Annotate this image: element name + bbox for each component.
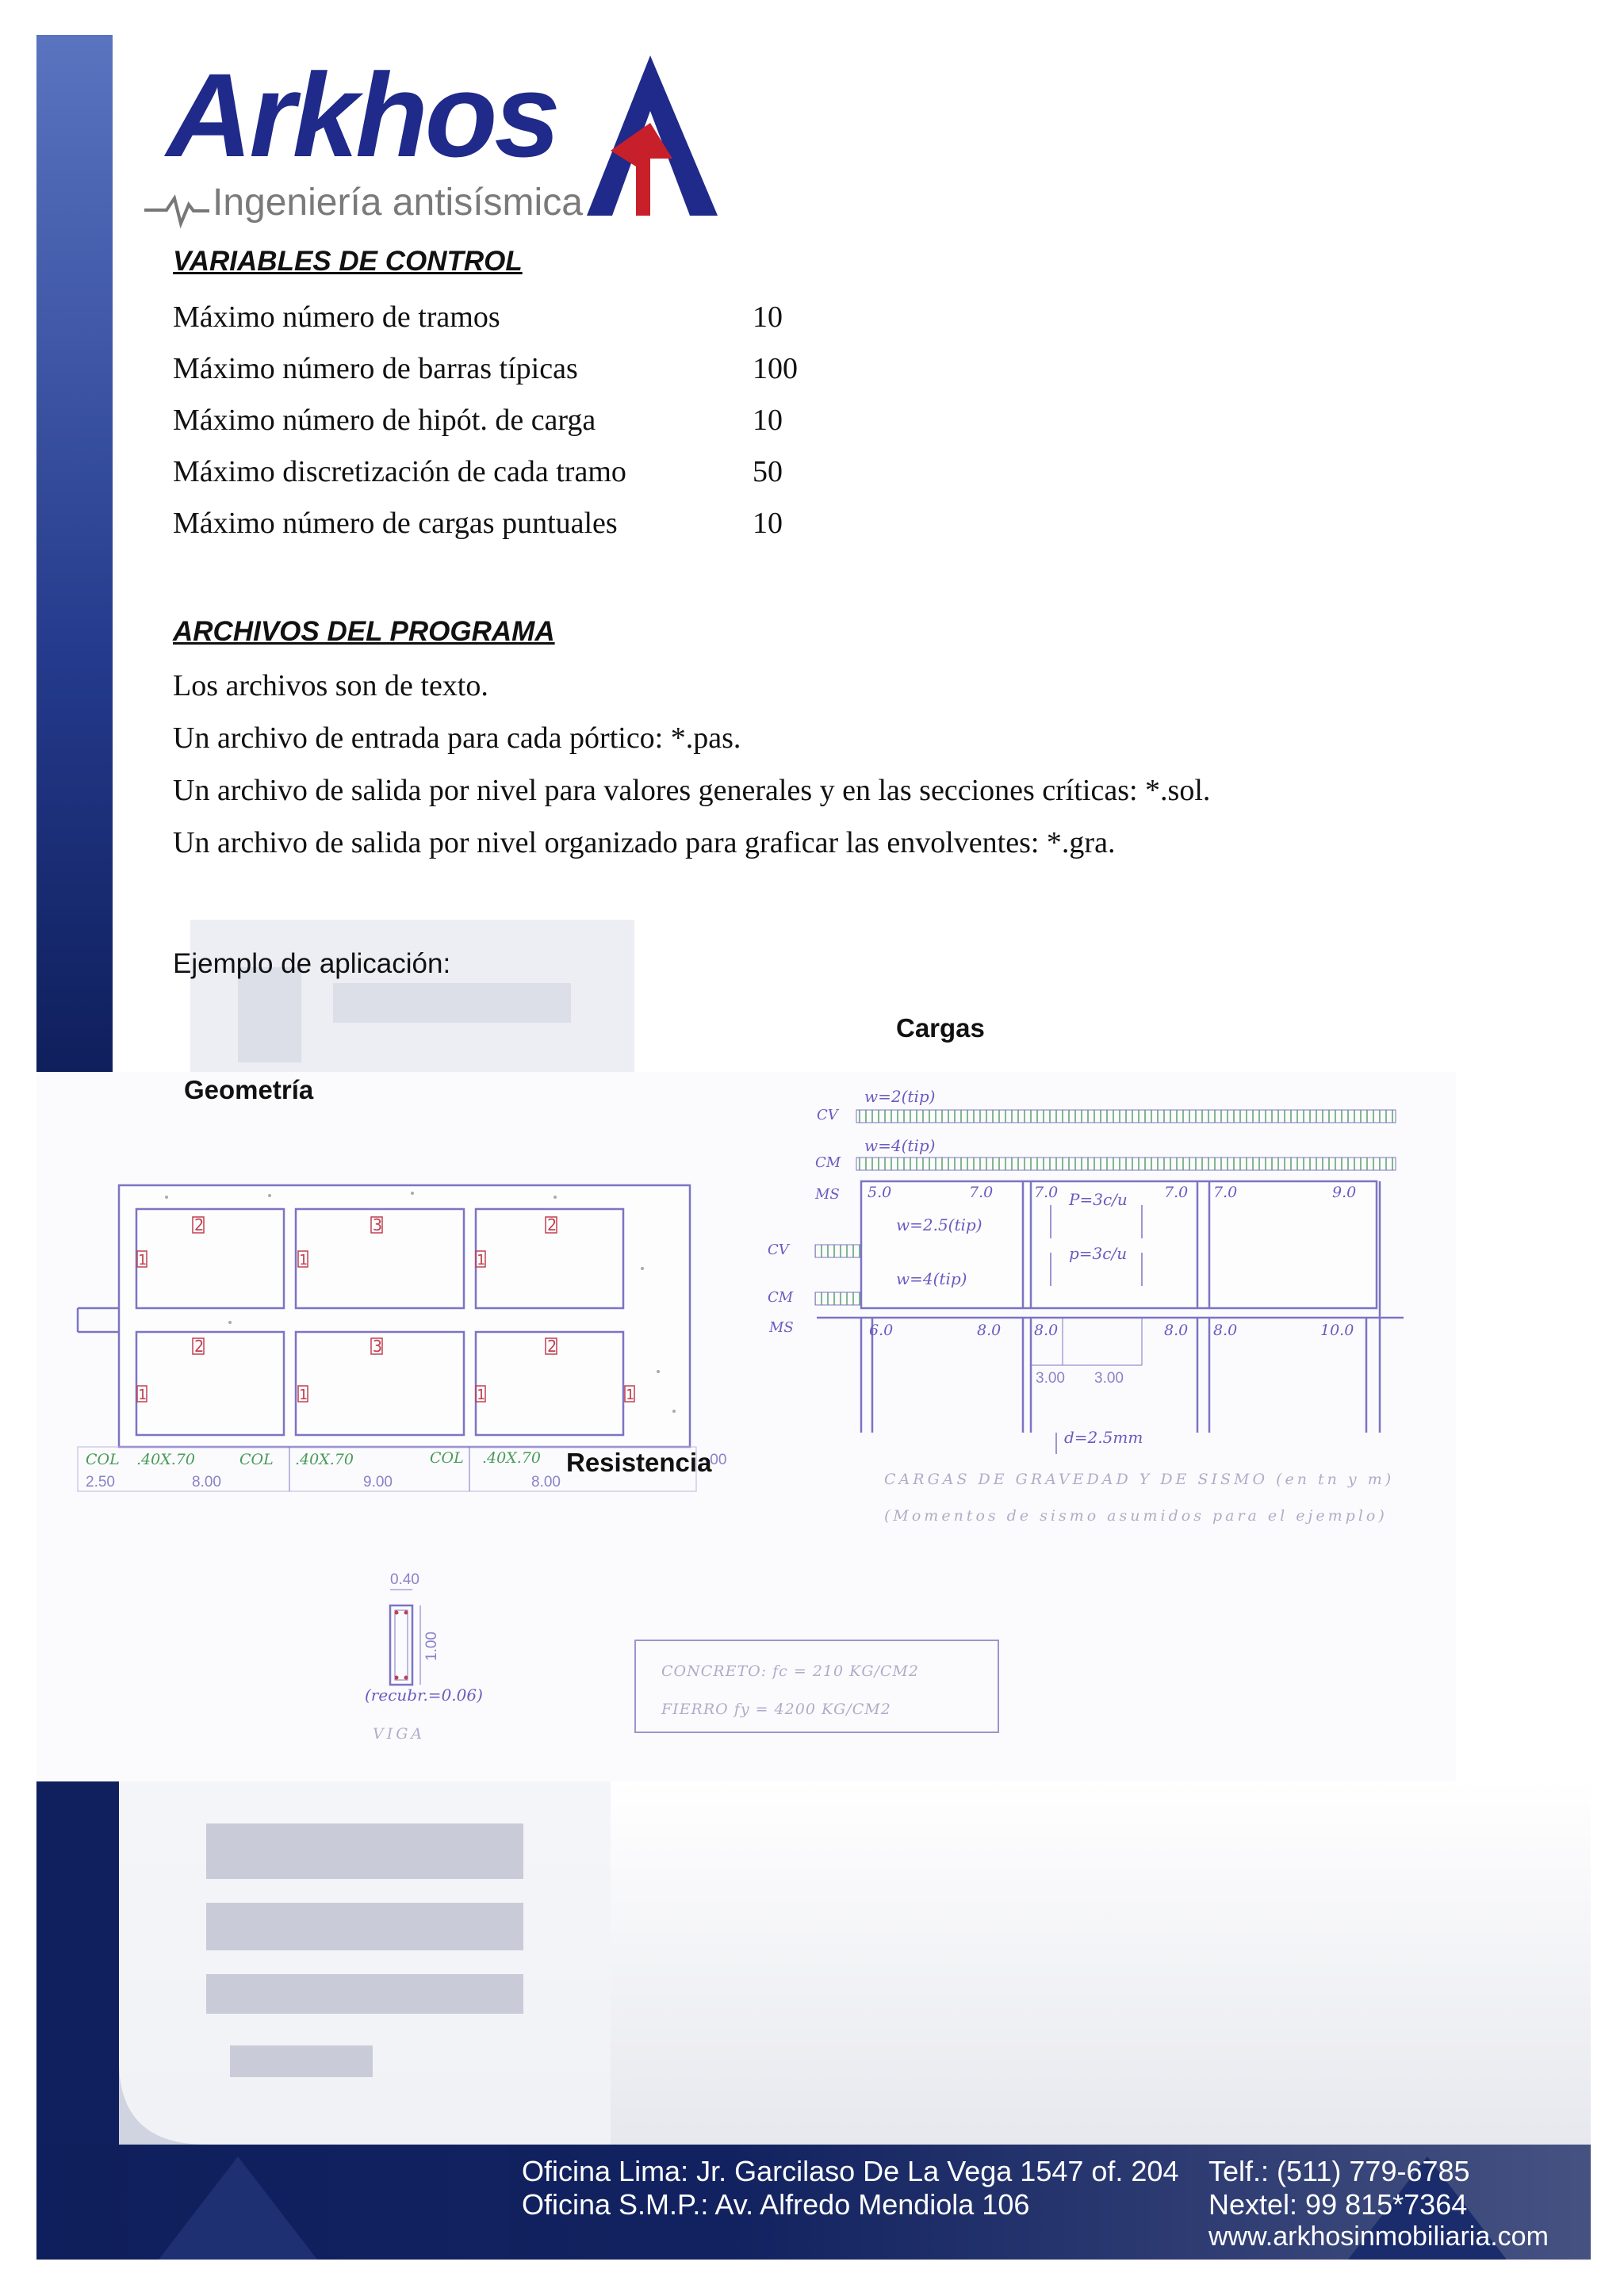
- cv-top-label: CV: [817, 1107, 838, 1123]
- beam-type-label: 3: [373, 1215, 383, 1234]
- ms-top-value: 7.0: [1164, 1184, 1189, 1201]
- concrete-spec: CONCRETO: fc = 210 KG/CM2: [661, 1663, 919, 1680]
- ms-low-value: 8.0: [1213, 1322, 1238, 1339]
- row-value: 50: [753, 455, 783, 488]
- ms-top-value: 7.0: [969, 1184, 994, 1201]
- spacing-label: 3.00: [1036, 1370, 1065, 1387]
- program-files-heading: ARCHIVOS DEL PROGRAMA: [173, 616, 555, 647]
- example-label: Ejemplo de aplicación:: [173, 948, 451, 979]
- cargas-caption: Cargas: [896, 1013, 985, 1043]
- col-type-label: 1: [299, 1387, 308, 1403]
- cm-low-label: CM: [768, 1289, 794, 1306]
- spacing-label: 3.00: [1094, 1370, 1124, 1387]
- table-row: [173, 454, 783, 506]
- col-type-label: 1: [626, 1387, 634, 1403]
- footer-office-lima: Oficina Lima: Jr. Garcilaso De La Vega 1547 of. 204: [522, 2155, 1179, 2187]
- dimension-label: 2.50: [86, 1474, 115, 1490]
- col-label: COL: [86, 1451, 120, 1468]
- col-label: .40X.70: [295, 1451, 354, 1468]
- logo: [143, 48, 730, 230]
- table-row: [173, 403, 783, 454]
- footer-office-smp: Oficina S.M.P.: Av. Alfredo Mendiola 106: [522, 2188, 1030, 2221]
- section-height: 1.00: [423, 1632, 440, 1661]
- w-cv-top: w=2(tip): [864, 1087, 936, 1106]
- materials-text: [634, 1640, 999, 1732]
- program-files-line: Un archivo de entrada para cada pórtico: *.pas.: [173, 721, 741, 755]
- ms-top-value: 7.0: [1213, 1184, 1238, 1201]
- dimension-label: 8.00: [531, 1474, 561, 1490]
- table-row: [173, 351, 798, 403]
- row-label: Máximo número de hipót. de carga: [173, 404, 596, 437]
- beam-type-label: 2: [194, 1215, 205, 1234]
- col-label: .40X.70: [136, 1451, 195, 1468]
- col-type-label: 1: [138, 1387, 147, 1403]
- beam-type-label: 3: [373, 1337, 383, 1356]
- settlement-label: d=2.5mm: [1064, 1428, 1143, 1447]
- beam-type-label: 2: [194, 1337, 205, 1356]
- row-value: 100: [753, 352, 798, 385]
- control-variables-heading: VARIABLES DE CONTROL: [173, 246, 523, 277]
- w-cv-low: w=2.5(tip): [896, 1215, 982, 1234]
- ms-low-value: 10.0: [1320, 1322, 1354, 1339]
- beam-section-diagram: [349, 1534, 539, 1740]
- col-type-label: 1: [299, 1252, 308, 1269]
- beam-type-label: 2: [547, 1337, 557, 1356]
- p-low: p=3c/u: [1069, 1244, 1128, 1263]
- section-name: VIGA: [373, 1725, 426, 1740]
- row-value: 10: [753, 300, 783, 334]
- row-label: Máximo número de cargas puntuales: [173, 507, 618, 540]
- ms-low-value: 8.0: [1034, 1322, 1059, 1339]
- cm-top-label: CM: [815, 1154, 841, 1171]
- geometria-caption: Geometría: [184, 1075, 314, 1104]
- ms-top-label: MS: [815, 1186, 840, 1203]
- ms-low-label: MS: [769, 1319, 794, 1336]
- loads-caption-1: CARGAS DE GRAVEDAD Y DE SISMO (en tn y m): [884, 1471, 1395, 1488]
- cv-low-label: CV: [768, 1242, 789, 1258]
- loads-diagram: [761, 1080, 1451, 1548]
- table-row: [173, 300, 783, 351]
- ms-top-value: 7.0: [1034, 1184, 1059, 1201]
- steel-spec: FIERRO fy = 4200 KG/CM2: [661, 1701, 891, 1718]
- section-width: 0.40: [390, 1571, 419, 1588]
- logo-brand-text: Arkhos: [167, 48, 557, 182]
- ms-low-value: 6.0: [869, 1322, 894, 1339]
- loads-caption-2: (Momentos de sismo asumidos para el ejemplo): [884, 1507, 1388, 1525]
- footer-nextel: Nextel: 99 815*7364: [1208, 2188, 1468, 2221]
- ms-low-value: 8.0: [1164, 1322, 1189, 1339]
- footer-phone: Telf.: (511) 779-6785: [1208, 2155, 1470, 2187]
- logo-tagline: Ingeniería antisísmica: [213, 182, 583, 224]
- ms-low-value: 8.0: [977, 1322, 1002, 1339]
- col-type-label: 1: [138, 1252, 147, 1269]
- ms-top-value: 5.0: [868, 1184, 892, 1201]
- column-section-labels: [86, 1449, 541, 1468]
- dimension-label: 8.00: [192, 1474, 221, 1490]
- dimension-label: 9.00: [363, 1474, 393, 1490]
- table-row: [173, 506, 783, 557]
- row-value: 10: [753, 507, 783, 540]
- program-files-line: Un archivo de salida por nivel organizado para graficar las envolventes: *.gra.: [173, 826, 1116, 859]
- row-label: Máximo número de barras típicas: [173, 352, 578, 385]
- section-cover: (recubr.=0.06): [365, 1686, 483, 1705]
- control-variables-table: [173, 300, 798, 557]
- p-top: P=3c/u: [1069, 1190, 1128, 1209]
- row-label: Máximo discretización de cada tramo: [173, 455, 626, 488]
- footer-web[interactable]: www.arkhosinmobiliaria.com: [1208, 2221, 1549, 2252]
- program-files-line: Un archivo de salida por nivel para valores generales y en las secciones críticas: *.sol.: [173, 774, 1211, 807]
- col-type-label: 1: [477, 1387, 485, 1403]
- resistencia-caption: Resistencia: [566, 1448, 712, 1477]
- w-cm-top: w=4(tip): [864, 1136, 936, 1155]
- program-files-line: Los archivos son de texto.: [173, 669, 488, 702]
- row-label: Máximo número de tramos: [173, 300, 500, 334]
- beam-type-label: 2: [547, 1215, 557, 1234]
- row-value: 10: [753, 404, 783, 437]
- ms-top-value: 9.0: [1332, 1184, 1357, 1201]
- dimension-label: .00: [706, 1452, 727, 1468]
- col-label: COL: [239, 1451, 274, 1468]
- col-type-label: 1: [477, 1252, 485, 1269]
- col-label: .40X.70: [482, 1449, 541, 1467]
- col-label: COL: [430, 1449, 464, 1467]
- w-cm-low: w=4(tip): [896, 1269, 967, 1288]
